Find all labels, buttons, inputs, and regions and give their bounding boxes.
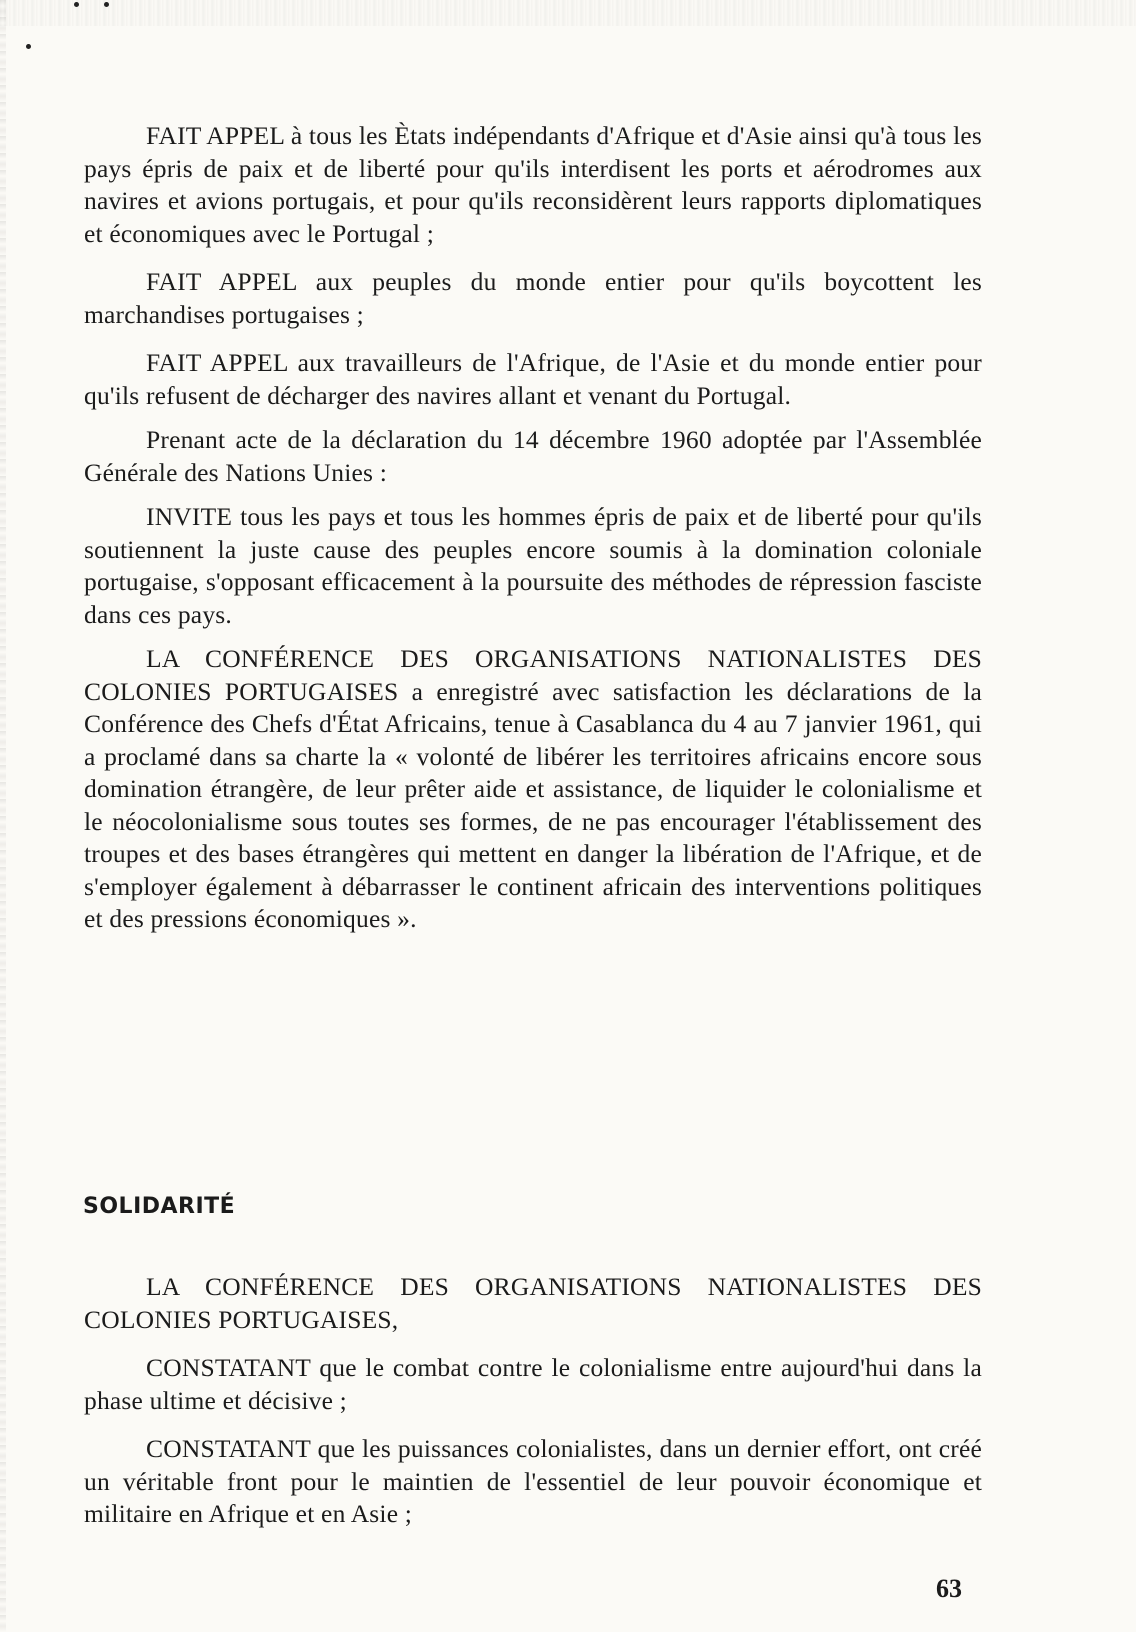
text-block-solidarite: [84, 1271, 982, 1531]
paragraph-fait-appel-etats: FAIT APPEL à tous les Ètats indépendants d'Afrique et d'Asie ainsi qu'à tous les pays épris de paix et de liberté pour qu'ils interdisent les ports et aérodromes aux navires et avions portugais, et pour qu'ils reconsidèrent leurs rapports diplomatiques et économiques avec le Portugal ;: [84, 121, 982, 248]
section-heading: SOLIDARITÉ: [83, 1194, 236, 1219]
ink-speck: [74, 2, 79, 7]
paragraph-fait-appel-peuples: FAIT APPEL aux peuples du monde entier pour qu'ils boycottent les marchandises portugaises ;: [84, 267, 982, 329]
paragraph-constatant-combat: CONSTATANT que le combat contre le colonialisme entre aujourd'hui dans la phase ultime et décisive ;: [84, 1353, 982, 1415]
scan-noise: [0, 0, 1136, 26]
paragraph-constatant-puissances: CONSTATANT que les puissances colonialistes, dans un dernier effort, ont créé un véritable front pour le maintien de l'essentiel de leur pouvoir économique et militaire en Afrique et en Asie ;: [84, 1434, 982, 1528]
paragraph-invite: INVITE tous les pays et tous les hommes épris de paix et de liberté pour qu'ils soutiennent la juste cause des peuples encore soumis à la domination coloniale portugaise, s'opposant efficacement à la poursuite des méthodes de répression fasciste dans ces pays.: [84, 502, 982, 629]
ink-speck: [104, 2, 109, 7]
paragraph-prenant-acte: Prenant acte de la déclaration du 14 décembre 1960 adoptée par l'Assemblée Générale des Nations Unies :: [84, 425, 982, 487]
paragraph-conference-casablanca: LA CONFÉRENCE DES ORGANISATIONS NATIONALISTES DES COLONIES PORTUGAISES a enregistré avec satisfaction les déclarations de la Conférence des Chefs d'État Africains, tenue à Casablanca du 4 au 7 janvier 1961, qui a proclamé dans sa charte la « volonté de libérer les territoires africains encore sous domination étrangère, de leur prêter aide et assistance, de liquider le colonialisme et le néocolonialisme sous toutes ses formes, de ne pas encourager l'établissement des troupes et des bases étrangères qui mettent en danger la libération de l'Afrique, et de s'employer également à débarrasser le continent africain des interventions politiques et des pressions économiques ».: [84, 644, 982, 933]
text-block-resolutions: [84, 120, 982, 936]
page-edge-shadow: [0, 0, 6, 1632]
paragraph-conference-intro: LA CONFÉRENCE DES ORGANISATIONS NATIONALISTES DES COLONIES PORTUGAISES,: [84, 1272, 982, 1334]
ink-speck: [26, 44, 31, 49]
page-number: 63: [936, 1574, 962, 1603]
paragraph-fait-appel-travailleurs: FAIT APPEL aux travailleurs de l'Afrique, de l'Asie et du monde entier pour qu'ils refusent de décharger des navires allant et venant du Portugal.: [84, 348, 982, 410]
